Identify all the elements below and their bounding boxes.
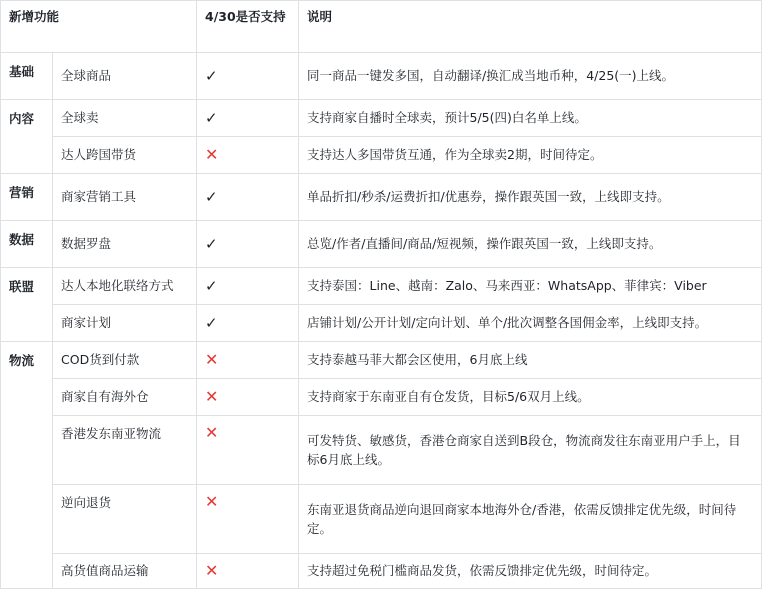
table-row xyxy=(1,268,762,305)
table-row xyxy=(1,137,762,174)
table-row xyxy=(1,53,762,100)
header-feature: 新增功能 xyxy=(1,1,197,53)
check-icon: ✓ xyxy=(197,221,299,268)
feature-name: 香港发东南亚物流 xyxy=(53,416,197,485)
feature-description: 单品折扣/秒杀/运费折扣/优惠券，操作跟英国一致，上线即支持。 xyxy=(299,174,762,221)
table-row xyxy=(1,305,762,342)
feature-name: 全球商品 xyxy=(53,53,197,100)
cross-icon: ✕ xyxy=(197,137,299,174)
feature-name: 商家自有海外仓 xyxy=(53,379,197,416)
cross-icon: ✕ xyxy=(197,379,299,416)
feature-description: 店铺计划/公开计划/定向计划、单个/批次调整各国佣金率，上线即支持。 xyxy=(299,305,762,342)
feature-name: 达人跨国带货 xyxy=(53,137,197,174)
cross-icon: ✕ xyxy=(197,416,299,485)
check-icon: ✓ xyxy=(197,268,299,305)
category-marketing: 营销 xyxy=(1,174,53,221)
table-row xyxy=(1,342,762,379)
table-row xyxy=(1,554,762,589)
feature-description: 支持达人多国带货互通，作为全球卖2期，时间待定。 xyxy=(299,137,762,174)
feature-name: 高货值商品运输 xyxy=(53,554,197,589)
feature-name: 商家计划 xyxy=(53,305,197,342)
header-support-date: 4/30是否支持 xyxy=(197,1,299,53)
feature-description: 支持商家自播时全球卖，预计5/5(四)白名单上线。 xyxy=(299,100,762,137)
feature-name: COD货到付款 xyxy=(53,342,197,379)
cross-icon: ✕ xyxy=(197,485,299,554)
category-data: 数据 xyxy=(1,221,53,268)
feature-name: 全球卖 xyxy=(53,100,197,137)
feature-description: 支持泰国：Line、越南：Zalo、马来西亚：WhatsApp、菲律宾：Viber xyxy=(299,268,762,305)
feature-name: 数据罗盘 xyxy=(53,221,197,268)
table-row xyxy=(1,100,762,137)
feature-description: 同一商品一键发多国，自动翻译/换汇成当地币种，4/25(一)上线。 xyxy=(299,53,762,100)
feature-description: 可发特货、敏感货，香港仓商家自送到B段仓，物流商发往东南亚用户手上，目标6月底上线。 xyxy=(299,416,762,485)
check-icon: ✓ xyxy=(197,53,299,100)
cross-icon: ✕ xyxy=(197,554,299,589)
check-icon: ✓ xyxy=(197,100,299,137)
check-icon: ✓ xyxy=(197,174,299,221)
feature-description: 支持商家于东南亚自有仓发货，目标5/6双月上线。 xyxy=(299,379,762,416)
category-content: 内容 xyxy=(1,100,53,174)
category-alliance: 联盟 xyxy=(1,268,53,342)
feature-description: 东南亚退货商品逆向退回商家本地海外仓/香港，依需反馈排定优先级，时间待定。 xyxy=(299,485,762,554)
table-row xyxy=(1,379,762,416)
check-icon: ✓ xyxy=(197,305,299,342)
table-row xyxy=(1,174,762,221)
table-row xyxy=(1,416,762,485)
feature-description: 支持超过免税门槛商品发货，依需反馈排定优先级，时间待定。 xyxy=(299,554,762,589)
category-logistics: 物流 xyxy=(1,342,53,589)
table-row xyxy=(1,221,762,268)
feature-description: 支持泰越马菲大都会区使用，6月底上线 xyxy=(299,342,762,379)
feature-name: 达人本地化联络方式 xyxy=(53,268,197,305)
header-description: 说明 xyxy=(299,1,762,53)
feature-name: 逆向退货 xyxy=(53,485,197,554)
feature-name: 商家营销工具 xyxy=(53,174,197,221)
cross-icon: ✕ xyxy=(197,342,299,379)
table-header-row xyxy=(1,1,762,53)
table-row xyxy=(1,485,762,554)
category-basic: 基础 xyxy=(1,53,53,100)
feature-description: 总览/作者/直播间/商品/短视频，操作跟英国一致，上线即支持。 xyxy=(299,221,762,268)
